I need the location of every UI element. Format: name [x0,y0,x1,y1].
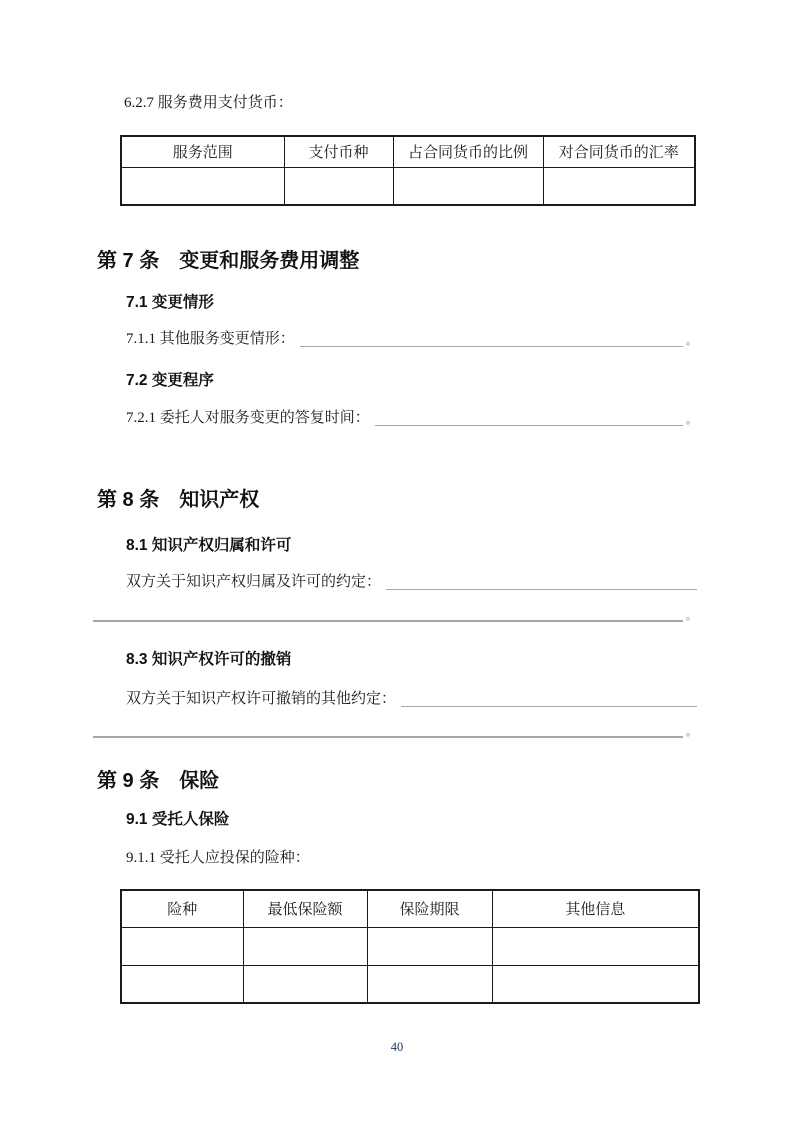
section-8-1-agreement-line [126,574,697,590]
insurance-table-header-cell: 保险期限 [367,890,492,927]
insurance-table-cell [243,927,367,965]
line-end-period: 。 [686,414,697,426]
clause-7-heading: 第 7 条 变更和服务费用调整 [97,250,360,272]
insurance-table-header-cell: 险种 [121,890,243,927]
section-7-1-heading: 7.1 变更情形 [126,294,214,311]
section-8-3-continuation-line [93,727,697,738]
currency-table-header-cell: 对合同货币的汇率 [543,136,695,167]
clause-8-heading: 第 8 条 知识产权 [97,489,260,511]
clause-7-2-1-label: 7.2.1 委托人对服务变更的答复时间： [126,410,370,426]
fill-in-blank [300,345,683,347]
clause-6-2-7-label: 6.2.7 服务费用支付货币： [124,95,293,111]
currency-table-header-cell: 支付币种 [284,136,393,167]
insurance-table [120,889,700,1004]
currency-table-cell [393,167,543,205]
insurance-table-header-row [121,890,699,927]
insurance-table-cell [367,965,492,1003]
line-end-period: 。 [686,726,697,738]
currency-table-cell [284,167,393,205]
insurance-table-cell [492,927,699,965]
clause-9-heading: 第 9 条 保险 [97,770,220,792]
insurance-table-cell [243,965,367,1003]
section-9-1-heading: 9.1 受托人保险 [126,811,230,828]
clause-7-1-1-line [126,331,697,347]
section-8-1-agreement-label: 双方关于知识产权归属及许可的约定： [126,574,382,590]
section-8-3-agreement-line [126,691,697,707]
insurance-table-header-cell: 其他信息 [492,890,699,927]
fill-in-blank [401,705,697,707]
clause-9-1-1-label: 9.1.1 受托人应投保的险种： [126,850,310,866]
section-8-3-heading: 8.3 知识产权许可的撤销 [126,651,292,668]
currency-table-header-cell: 服务范围 [121,136,284,167]
currency-table-header-row [121,136,695,167]
line-end-period: 。 [686,610,697,622]
insurance-table-row [121,927,699,965]
fill-in-blank [375,424,683,426]
line-end-period: 。 [686,335,697,347]
insurance-table-cell [121,965,243,1003]
insurance-table-cell [121,927,243,965]
page-number: 40 [390,1040,404,1054]
clause-7-1-1-label: 7.1.1 其他服务变更情形： [126,331,295,347]
insurance-table-cell [367,927,492,965]
fill-in-blank [386,588,697,590]
insurance-table-header-cell: 最低保险额 [243,890,367,927]
section-8-1-continuation-line [93,611,697,622]
section-7-2-heading: 7.2 变更程序 [126,372,214,389]
currency-table-cell [543,167,695,205]
insurance-table-row [121,965,699,1003]
currency-table-header-cell: 占合同货币的比例 [393,136,543,167]
currency-table [120,135,696,206]
currency-table-cell [121,167,284,205]
fill-in-blank [93,736,683,738]
insurance-table-cell [492,965,699,1003]
fill-in-blank [93,620,683,622]
section-8-3-agreement-label: 双方关于知识产权许可撤销的其他约定： [126,691,397,707]
clause-7-2-1-line [126,410,697,426]
section-8-1-heading: 8.1 知识产权归属和许可 [126,537,292,554]
currency-table-row [121,167,695,205]
